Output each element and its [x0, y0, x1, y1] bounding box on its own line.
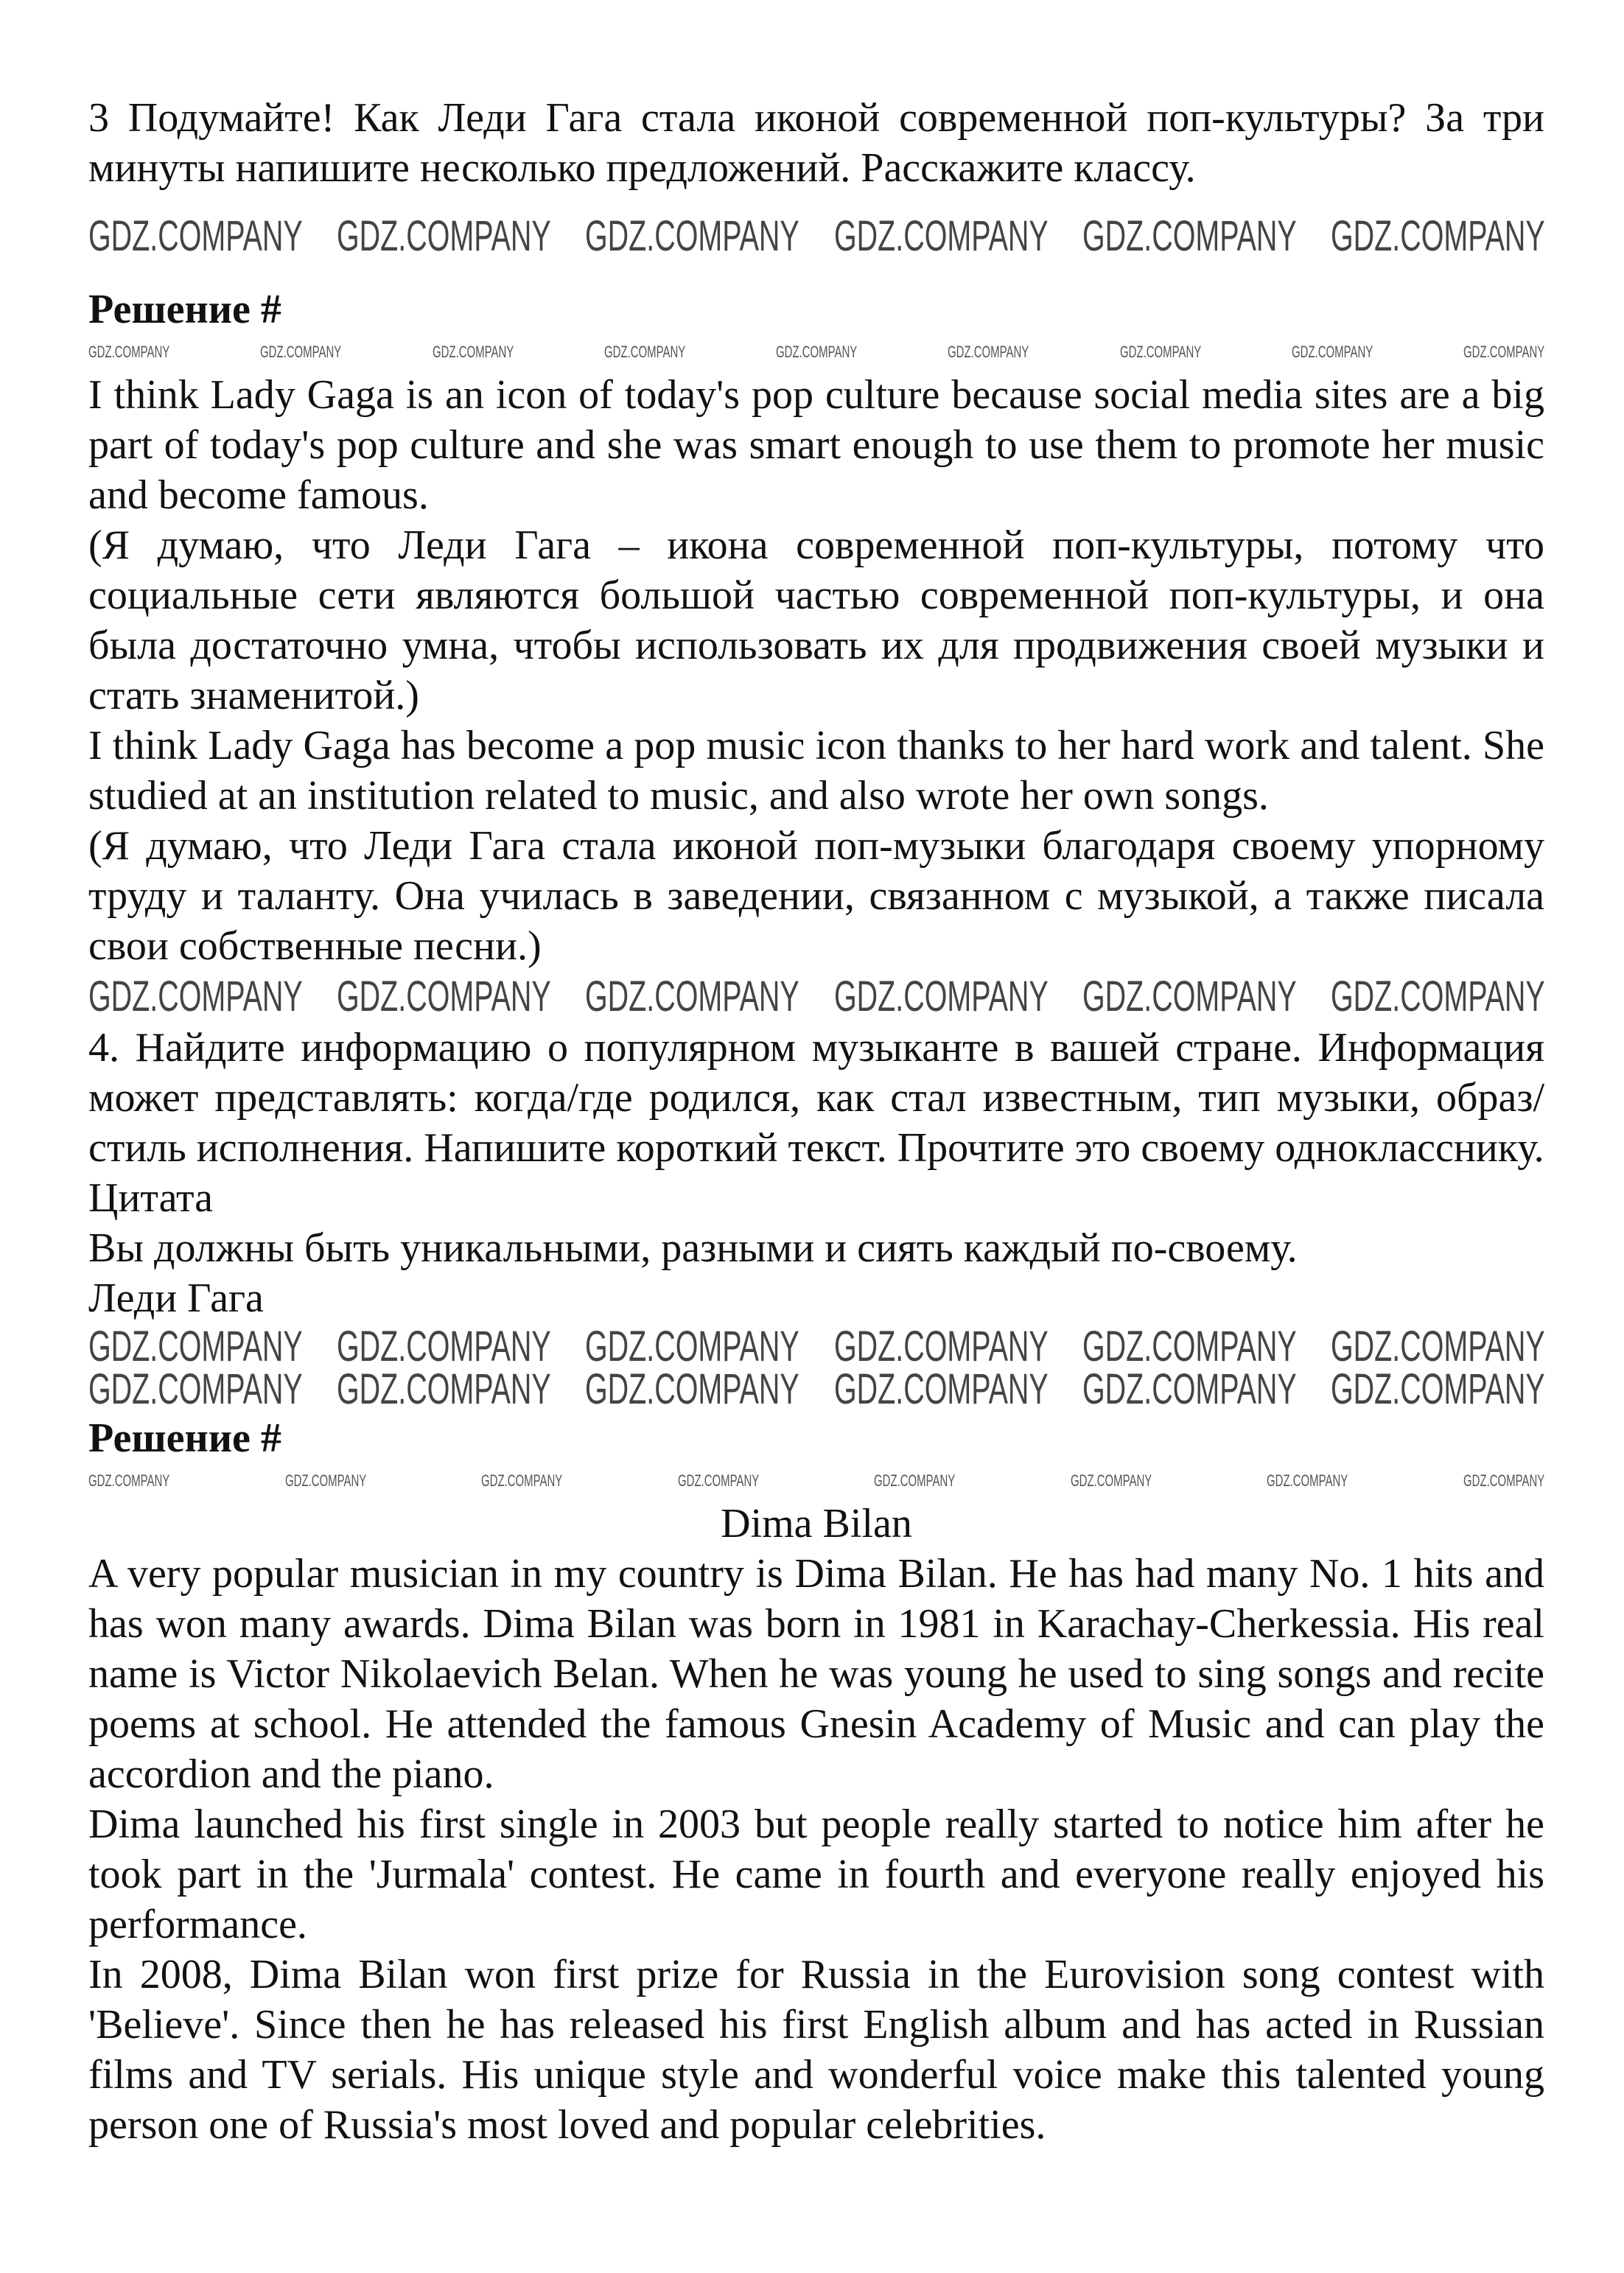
question-text: 3 Подумайте! Как Леди Гага стала иконой современной поп-культуры? За три минуты напишите несколько предложений. Расскажите классу.: [88, 95, 1544, 191]
answer-paragraph: Dima launched his first single in 2003 but people really started to notice him after he took part in the 'Jurmala' contest. He came in fourth and everyone really enjoyed his performance.: [88, 1801, 1544, 1947]
watermark: GDZ.COMPANY: [337, 973, 551, 1020]
watermark: GDZ.COMPANY: [833, 973, 1049, 1020]
quote-label: Цитата: [88, 1175, 213, 1221]
question-text: 4. Найдите информацию о популярном музыканте в вашей стране. Информация может представлять: когда/где родился, как стал известным, тип музыки, образ/стиль исполнения. Напишите короткий текст. Прочтите это своему однокласснику.: [88, 1025, 1544, 1171]
task4-question: [88, 1023, 1544, 1323]
watermark-small: GDZ.COMPANY: [1463, 343, 1545, 361]
watermark-small: GDZ.COMPANY: [260, 343, 342, 361]
watermark-small: GDZ.COMPANY: [603, 343, 686, 361]
watermark: GDZ.COMPANY: [1330, 212, 1545, 260]
watermark: GDZ.COMPANY: [1082, 1323, 1297, 1370]
watermark: GDZ.COMPANY: [88, 1365, 303, 1413]
watermark-small: GDZ.COMPANY: [432, 343, 514, 361]
quote-text: Вы должны быть уникальными, разными и сиять каждый по-своему.: [88, 1225, 1298, 1271]
watermark: GDZ.COMPANY: [585, 1365, 800, 1413]
watermark: GDZ.COMPANY: [88, 1323, 303, 1370]
watermark-small: GDZ.COMPANY: [776, 343, 858, 361]
watermark: GDZ.COMPANY: [833, 1365, 1049, 1413]
watermark: GDZ.COMPANY: [833, 212, 1049, 260]
watermark-small: GDZ.COMPANY: [874, 1471, 956, 1490]
essay-title: Dima Bilan: [721, 1501, 912, 1547]
watermark-small: GDZ.COMPANY: [1070, 1471, 1152, 1490]
answer-paragraph: (Я думаю, что Леди Гага стала иконой поп-музыки благодаря своему упорному труду и таланту. Она училась в заведении, связанном с музыкой, а также писала свои собственные песни.): [88, 823, 1544, 969]
watermark-row: [88, 973, 1545, 1020]
watermark: GDZ.COMPANY: [88, 973, 303, 1020]
answer-paragraph: A very popular musician in my country is Dima Bilan. He has had many No. 1 hits and has won many awards. Dima Bilan was born in 1981 in Karachay-Cherkessia. His real name is Victor Nikolaevich Belan. When he was young he used to sing songs and recite poems at school. He attended the famous Gnesin Academy of Music and can play the accordion and the piano.: [88, 1551, 1544, 1797]
watermark: GDZ.COMPANY: [1082, 1365, 1297, 1413]
answer-paragraph: I think Lady Gaga is an icon of today's pop culture because social media sites are a big part of today's pop culture and she was smart enough to use them to promote her music and become famous.: [88, 372, 1544, 518]
watermark: GDZ.COMPANY: [833, 1323, 1049, 1370]
watermark-small: GDZ.COMPANY: [1291, 343, 1373, 361]
watermark-small: GDZ.COMPANY: [88, 1471, 170, 1490]
watermark-row: [88, 1365, 1545, 1413]
watermark: GDZ.COMPANY: [337, 1323, 551, 1370]
watermark: GDZ.COMPANY: [1082, 973, 1297, 1020]
watermark: GDZ.COMPANY: [585, 1323, 800, 1370]
watermark: GDZ.COMPANY: [585, 212, 800, 260]
quote-author: Леди Гага: [88, 1275, 264, 1321]
watermark-small: GDZ.COMPANY: [677, 1471, 759, 1490]
watermark: GDZ.COMPANY: [337, 212, 551, 260]
answer-paragraph: In 2008, Dima Bilan won first prize for Russia in the Eurovision song contest with 'Believe'. Since then he has released his first English album and has acted in Russian films and TV serials. His unique style and wonderful voice make this talented young person one of Russia's most loved and popular celebrities.: [88, 1952, 1544, 2148]
watermark: GDZ.COMPANY: [88, 212, 303, 260]
watermark: GDZ.COMPANY: [1082, 212, 1297, 260]
watermark-row: [88, 212, 1545, 260]
answer-paragraph: I think Lady Gaga has become a pop music icon thanks to her hard work and talent. She studied at an institution related to music, and also wrote her own songs.: [88, 723, 1544, 819]
watermark-small: GDZ.COMPANY: [1119, 343, 1201, 361]
watermark-small: GDZ.COMPANY: [948, 343, 1029, 361]
watermark-row-small: [88, 1473, 1544, 1489]
watermark: GDZ.COMPANY: [1330, 1365, 1545, 1413]
watermark-small: GDZ.COMPANY: [88, 343, 170, 361]
watermark-small: GDZ.COMPANY: [1267, 1471, 1348, 1490]
watermark-small: GDZ.COMPANY: [284, 1471, 366, 1490]
watermark-row: [88, 1325, 1544, 1368]
task3-question: [88, 93, 1544, 193]
task4-answer: [88, 1549, 1544, 2165]
watermark-small: GDZ.COMPANY: [481, 1471, 563, 1490]
watermark: GDZ.COMPANY: [337, 1365, 551, 1413]
answer-paragraph: (Я думаю, что Леди Гага – икона современной поп-культуры, потому что социальные сети являются большой частью современной поп-культуры, и она была достаточно умна, чтобы использовать их для продвижения своей музыки и стать знаменитой.): [88, 522, 1544, 718]
watermark: GDZ.COMPANY: [1330, 1323, 1545, 1370]
watermark-small: GDZ.COMPANY: [1463, 1471, 1545, 1490]
solution-label: Решение #: [88, 287, 281, 332]
watermark-row-small: [88, 344, 1544, 360]
solution-label: Решение #: [88, 1415, 281, 1461]
task3-answer: [88, 370, 1544, 971]
watermark: GDZ.COMPANY: [585, 973, 800, 1020]
watermark: GDZ.COMPANY: [1330, 973, 1545, 1020]
